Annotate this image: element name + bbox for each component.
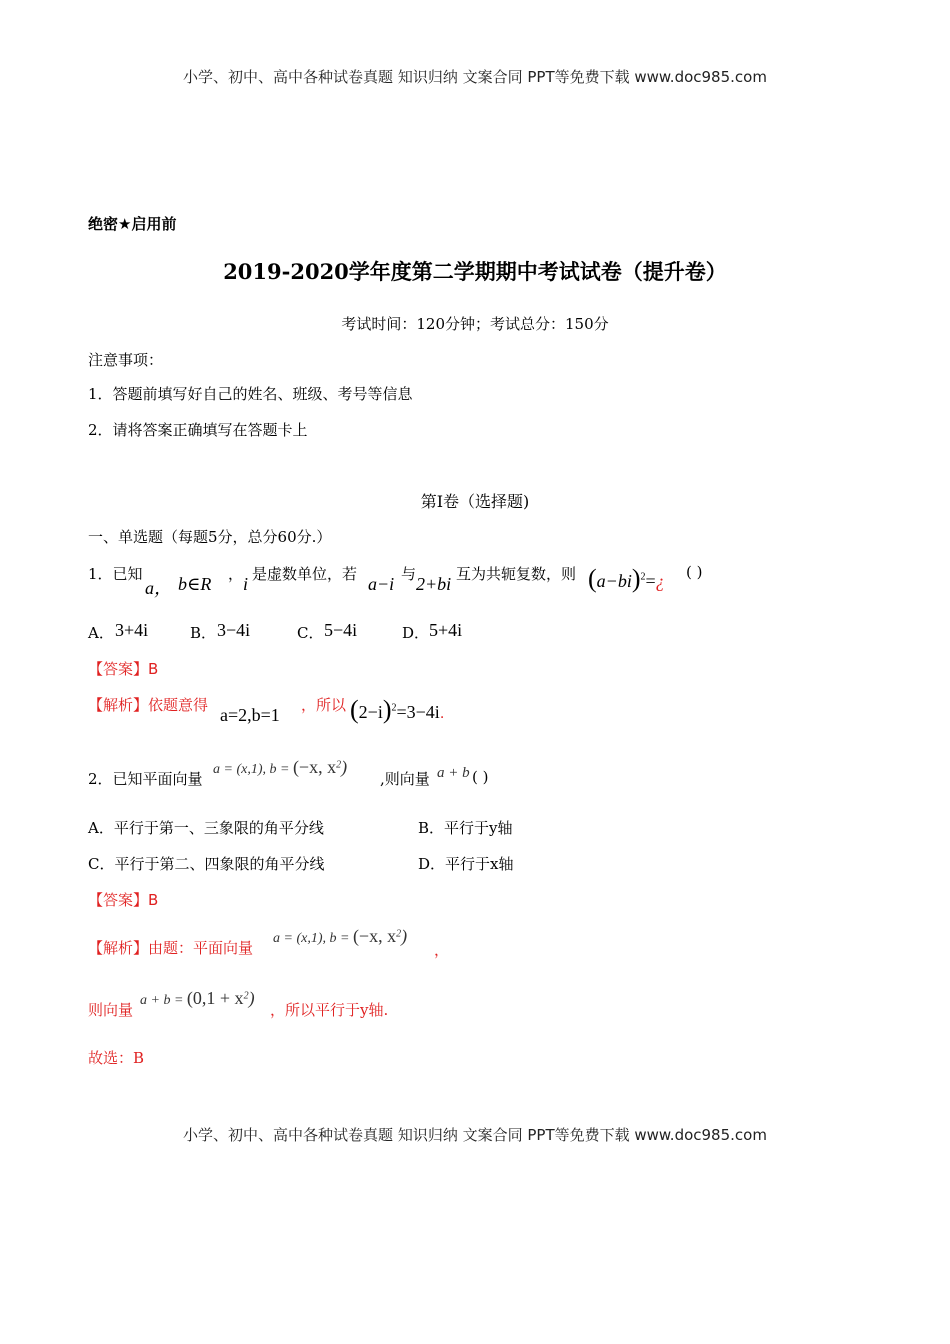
q1-option-c-label: C． — [297, 624, 324, 642]
q1-answer-tag: 【答案】 — [88, 660, 149, 678]
exam-title: 2019-2020学年度第二学期期中考试试卷（提升卷） — [223, 259, 727, 284]
q1-explain-left-paren: ( — [350, 695, 359, 724]
q2-explain-vector-exponent: 2 — [396, 928, 402, 940]
q2-explain-line2-vec-close: ) — [248, 988, 255, 1008]
q2-option-b-label: B． — [418, 819, 445, 837]
q1-answer-value: B — [148, 660, 159, 678]
q2-explain-comma: ， — [434, 941, 450, 959]
q1-math-i: i — [243, 574, 249, 594]
exam-info: 考试时间：120分钟；考试总分：150分 — [341, 315, 609, 333]
note-item-2: 2．请将答案正确填写在答题卡上 — [88, 421, 308, 439]
q2-explain-line2-exponent: 2 — [243, 990, 249, 1002]
q1-option-c-value: 5−4i — [324, 620, 358, 640]
q1-math-a-minus-bi: a−bi — [596, 571, 632, 591]
q1-option-b-label: B． — [190, 624, 217, 642]
page-footer: 小学、初中、高中各种试卷真题 知识归纳 文案合同 PPT等免费下载 www.doc985.com — [183, 1126, 767, 1144]
q1-math-2-plus-bi: 2+bi — [416, 574, 452, 594]
q2-option-a — [88, 817, 324, 838]
q1-text-3: 与 — [401, 565, 417, 583]
q1-expression — [588, 566, 665, 592]
q2-text-1: 2．已知平面向量 — [88, 770, 203, 788]
q1-math-a: a， — [145, 578, 172, 598]
q1-math-a-minus-i: a−i — [368, 574, 395, 594]
page-header: 小学、初中、高中各种试卷真题 知识归纳 文案合同 PPT等免费下载 www.doc985.com — [183, 68, 767, 86]
q1-explain-mid: ，所以 — [301, 696, 347, 714]
q2-option-d — [418, 853, 514, 874]
q1-explain-tag: 【解析】 — [88, 696, 149, 714]
q2-explain-line2-vec-open: (0,1 + x — [186, 988, 244, 1008]
q2-option-c-label: C． — [88, 855, 115, 873]
q1-explain-right-paren: ) — [382, 695, 392, 724]
q1-explain-text: 依题意得 — [148, 696, 209, 714]
q1-text-1: 1．已知 — [88, 565, 143, 583]
q2-explain-label — [88, 937, 253, 958]
q2-explain-vector-def — [273, 926, 407, 947]
q2-explain-line2-sum: a + b = — [140, 993, 187, 1008]
q1-equals: = — [645, 571, 656, 591]
q2-vector-def-b-open: (−x, x — [292, 757, 337, 777]
q2-option-a-text: 平行于第一、三象限的角平分线 — [113, 819, 324, 837]
q2-option-c-text: 平行于第二、四象限的角平分线 — [114, 855, 325, 873]
q1-text-4: 互为共轭复数，则 — [456, 565, 577, 583]
q2-explain-line2-math — [140, 988, 255, 1009]
section-title: 第I卷（选择题) — [420, 492, 530, 511]
q1-explain-expression — [350, 697, 444, 723]
q1-explain-exponent: 2 — [391, 702, 397, 714]
q1-right-paren: ) — [631, 564, 641, 593]
q1-option-b-value: 3−4i — [217, 620, 251, 640]
q1-left-paren: ( — [588, 564, 597, 593]
q2-vector-def-exponent: 2 — [336, 759, 342, 771]
q2-option-b-text: 平行于y轴 — [444, 819, 513, 837]
q2-explain-tag: 【解析】 — [88, 939, 149, 957]
q1-explain-2-minus-i: 2−i — [358, 702, 383, 722]
q2-explain-vector-a: a = (x,1), b = — [273, 931, 353, 946]
q1-text-comma: ， — [228, 565, 244, 583]
q2-option-d-label: D． — [418, 855, 446, 873]
q1-option-d-label: D． — [402, 624, 430, 642]
q2-option-c — [88, 853, 325, 874]
q2-explain-line2-text: 则向量 — [88, 1001, 134, 1019]
q2-answer-tag: 【答案】 — [88, 891, 149, 909]
part-title: 一、单选题（每题5分，总分60分.） — [88, 528, 332, 546]
q1-option-a-value: 3+4i — [115, 620, 149, 640]
q2-vector-def-b-close: ) — [341, 757, 348, 777]
q2-option-a-label: A． — [88, 819, 114, 837]
q2-vector-def — [213, 757, 347, 778]
q1-math-b-in-r: b∈R — [178, 574, 212, 594]
note-item-1: 1．答题前填写好自己的姓名、班级、考号等信息 — [88, 385, 413, 403]
notes-heading: 注意事项： — [88, 351, 164, 369]
q2-explain-vector-b-close: ) — [401, 926, 408, 946]
q2-option-d-text: 平行于x轴 — [445, 855, 514, 873]
q1-exponent: 2 — [640, 571, 646, 583]
q2-explain-vector-b-open: (−x, x — [352, 926, 397, 946]
q2-explain-line2-end: ，所以平行于y轴. — [270, 1001, 389, 1019]
q2-answer — [88, 889, 158, 910]
secret-label: 绝密★启用前 — [88, 215, 177, 233]
q1-bracket: ( ) — [686, 563, 703, 581]
q2-math-a-plus-b: a + b — [437, 765, 470, 781]
q1-explain-math: a=2,b=1 — [220, 705, 280, 725]
q1-option-a-label: A． — [88, 624, 114, 642]
q2-answer-value: B — [148, 891, 159, 909]
q1-answer — [88, 658, 158, 679]
q1-text-2: 是虚数单位，若 — [252, 565, 358, 583]
q2-conclusion: 故选：B — [88, 1049, 145, 1067]
q2-option-b — [418, 817, 513, 838]
q1-option-d-value: 5+4i — [429, 620, 463, 640]
q2-text-2: ,则向量 — [380, 770, 430, 788]
q2-bracket: ( ) — [472, 768, 489, 786]
q1-explain-label — [88, 694, 208, 715]
q2-explain-text: 由题：平面向量 — [148, 939, 254, 957]
q1-explain-result: =3−4i — [396, 702, 440, 722]
q2-vector-def-a: a = (x,1), b = — [213, 762, 293, 777]
q1-explain-dot: . — [439, 706, 445, 722]
q1-garbled-char: ¿ — [655, 571, 665, 591]
